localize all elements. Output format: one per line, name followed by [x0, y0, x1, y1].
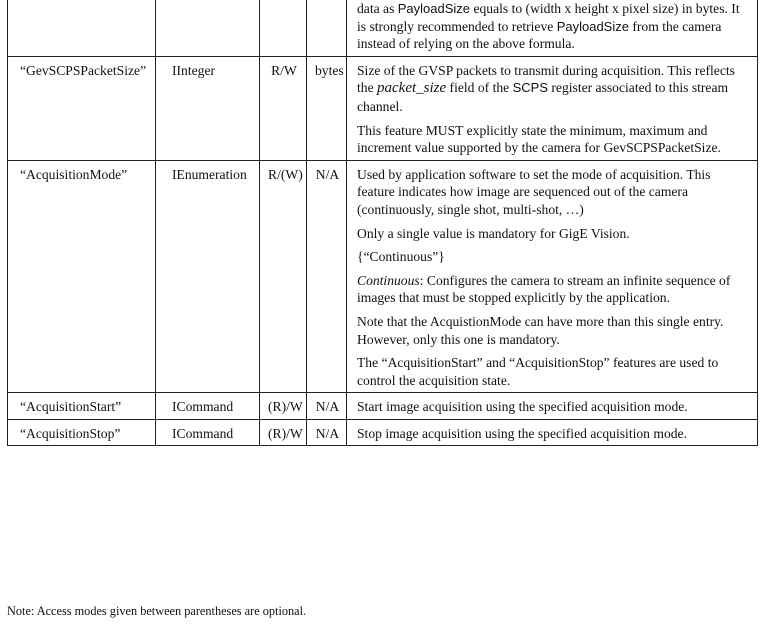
description-paragraph: data as PayloadSize equals to (width x height x pixel size) in bytes. It is strongly recommended to retrieve PayloadSize from the camera instead of relying on the above formula.: [357, 1, 740, 52]
description-paragraph: Size of the GVSP packets to transmit during acquisition. This reflects the packet_size field of the SCPS register associated to this stream channel.: [357, 62, 735, 114]
access-cell: (R)/W: [260, 393, 307, 420]
access-cell: (R)/W: [260, 419, 307, 446]
access-cell: R/W: [260, 56, 307, 160]
description-paragraph: Used by application software to set the mode of acquisition. This feature indicates how image are sequenced out of the camera (continuously, single shot, multi-shot, …): [357, 166, 711, 217]
description-paragraph: Note that the AcquistionMode can have more than this single entry. However, only this one is mandatory.: [357, 313, 724, 347]
description-paragraph: Continuous: Configures the camera to stream an infinite sequence of images that must be stopped explicitly by the application.: [357, 272, 731, 306]
unit-cell: [307, 0, 347, 56]
unit-cell: bytes: [307, 56, 347, 160]
description-cell: [347, 393, 758, 420]
description-paragraph: Stop image acquisition using the specified acquisition mode.: [357, 425, 687, 441]
interface-type-cell: ICommand: [156, 419, 260, 446]
description-paragraph: Only a single value is mandatory for GigE Vision.: [357, 225, 630, 241]
interface-type-cell: ICommand: [156, 393, 260, 420]
feature-name-cell: “AcquisitionStop”: [8, 419, 156, 446]
table-row: [8, 0, 758, 56]
feature-name-cell: “AcquisitionStart”: [8, 393, 156, 420]
table-row: [8, 56, 758, 160]
description-cell: [347, 419, 758, 446]
table-row: [8, 160, 758, 393]
unit-cell: N/A: [307, 393, 347, 420]
table-row: [8, 419, 758, 446]
feature-name-cell: [8, 0, 156, 56]
unit-cell: N/A: [307, 419, 347, 446]
footnote: Note: Access modes given between parentheses are optional.: [7, 604, 307, 618]
feature-name-cell: “GevSCPSPacketSize”: [8, 56, 156, 160]
table-row: [8, 393, 758, 420]
description-cell: [347, 0, 758, 56]
access-cell: R/(W): [260, 160, 307, 393]
description-paragraph: The “AcquisitionStart” and “AcquisitionStop” features are used to control the acquisition state.: [357, 355, 719, 388]
interface-type-cell: [156, 0, 260, 56]
interface-type-cell: IInteger: [156, 56, 260, 160]
description-paragraph: Start image acquisition using the specified acquisition mode.: [357, 399, 688, 415]
feature-table: [7, 0, 758, 446]
unit-cell: N/A: [307, 160, 347, 393]
description-cell: [347, 56, 758, 160]
description-paragraph: This feature MUST explicitly state the minimum, maximum and increment value supported by the camera for GevSCPSPacketSize.: [357, 122, 721, 156]
interface-type-cell: IEnumeration: [156, 160, 260, 393]
access-cell: [260, 0, 307, 56]
feature-name-cell: “AcquisitionMode”: [8, 160, 156, 393]
description-paragraph: {“Continuous”}: [357, 249, 445, 265]
description-cell: [347, 160, 758, 393]
